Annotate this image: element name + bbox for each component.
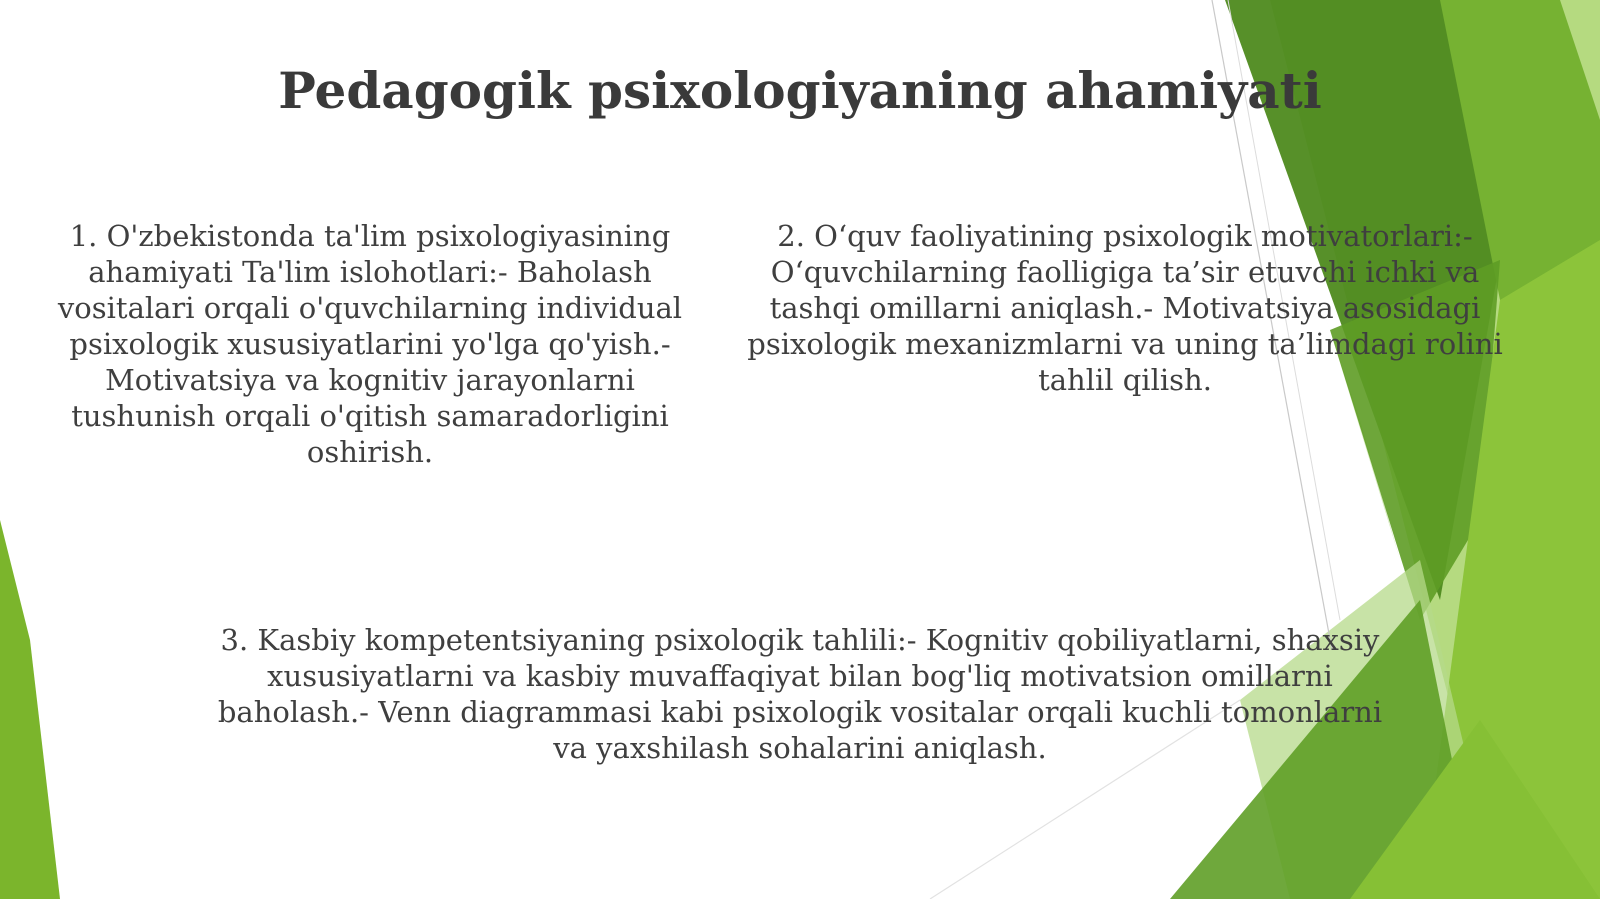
slide-title: Pedagogik psixologiyaning ahamiyati [278, 61, 1322, 120]
left-green-sliver [0, 520, 60, 899]
text-block-2: 2. O‘quv faoliyatining psixologik motivatorlari:- O‘quvchilarning faolligiga ta’sir etuvchi ichki va tashqi omillarni aniqlash.- Motivatsiya asosidagi psixologik mexanizmlarni va uning ta’limdagi rolini tahlil qilish. [747, 219, 1503, 397]
text-block-1: 1. O'zbekistonda ta'lim psixologiyasining ahamiyati Ta'lim islohotlari:- Baholash vositalari orqali o'quvchilarning individual psixologik xususiyatlarini yo'lga qo'yish.- Motivatsiya va kognitiv jarayonlarni tushunish orqali o'qitish samaradorligini oshirish. [57, 219, 683, 469]
text-block-3: 3. Kasbiy kompetentsiyaning psixologik tahlili:- Kognitiv qobiliyatlarni, shaxsiy xususiyatlarni va kasbiy muvaffaqiyat bilan bog'liq motivatsion omillarni baholash.- Venn diagrammasi kabi psixologik vositalar orqali kuchli tomonlarni va yaxshilash sohalarini aniqlash. [217, 623, 1383, 765]
